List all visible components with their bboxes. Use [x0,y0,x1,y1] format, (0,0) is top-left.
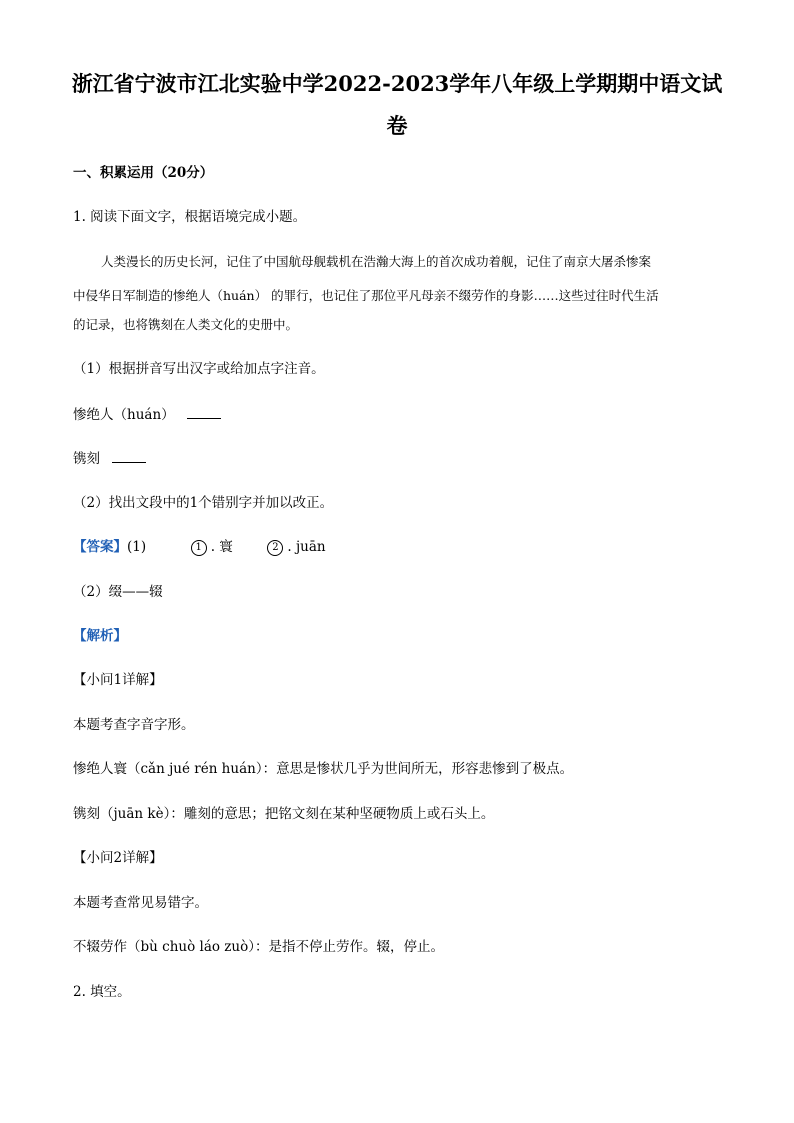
detail-2-label: 【小问2详解】 [73,850,163,866]
answer-blank-1[interactable] [187,404,221,419]
detail-1-label: 【小问1详解】 [73,672,163,688]
detail-2-line-1: 不辍劳作（bù chuò láo zuò）：是指不停止劳作。辍，停止。 [73,939,444,955]
answer-part-2: （2）缀——辍 [73,584,163,600]
subquestion-2: （2）找出文段中的1个错别字并加以改正。 [73,495,334,511]
subquestion-1: （1）根据拼音写出汉字或给加点字注音。 [73,361,325,377]
passage-line-1: 人类漫长的历史长河，记住了中国航母舰载机在浩瀚大海上的首次成功着舰，记住了南京大屠杀惨案 [101,254,652,269]
fill-item-1-text: 惨绝人（huán） [73,407,175,423]
circled-number-1: 1 [191,540,207,556]
fill-item-2 [73,448,146,469]
passage-line-3: 的记录，也将镌刻在人类文化的史册中。 [73,317,299,332]
question-1: 1. 阅读下面文字，根据语境完成小题。 [73,209,307,225]
answer-a: . 寰 [210,539,233,555]
document-title-line2: 卷 [386,113,408,138]
circled-number-2: 2 [267,540,283,556]
fill-item-2-text: 镌刻 [73,451,100,467]
answer-part-1-prefix: (1) [127,539,147,555]
answer-label: 【答案】 [73,539,127,555]
detail-2-intro: 本题考查常见易错字。 [73,895,208,911]
passage-line-2: 中侵华日军制造的惨绝人（huán） 的罪行，也记住了那位平凡母亲不缀劳作的身影……这些过往时代生活 [73,288,659,303]
answer-b: . juān [287,539,326,555]
fill-item-1 [73,404,221,425]
detail-1-line-2: 镌刻（juān kè）：雕刻的意思；把铭文刻在某种坚硬物质上或石头上。 [73,806,495,822]
document-title-line1: 浙江省宁波市江北实验中学2022-2023学年八年级上学期期中语文试 [71,71,723,96]
answer-blank-2[interactable] [112,448,146,463]
answer-line [73,537,326,557]
detail-1-line-1: 惨绝人寰（cǎn jué rén huán）：意思是惨状几乎为世间所无，形容悲惨到了极点。 [73,761,574,777]
section-heading: 一、积累运用（20分） [73,165,214,181]
analysis-label: 【解析】 [73,628,127,644]
detail-1-intro: 本题考查字音字形。 [73,717,195,733]
question-2: 2. 填空。 [73,984,131,1000]
